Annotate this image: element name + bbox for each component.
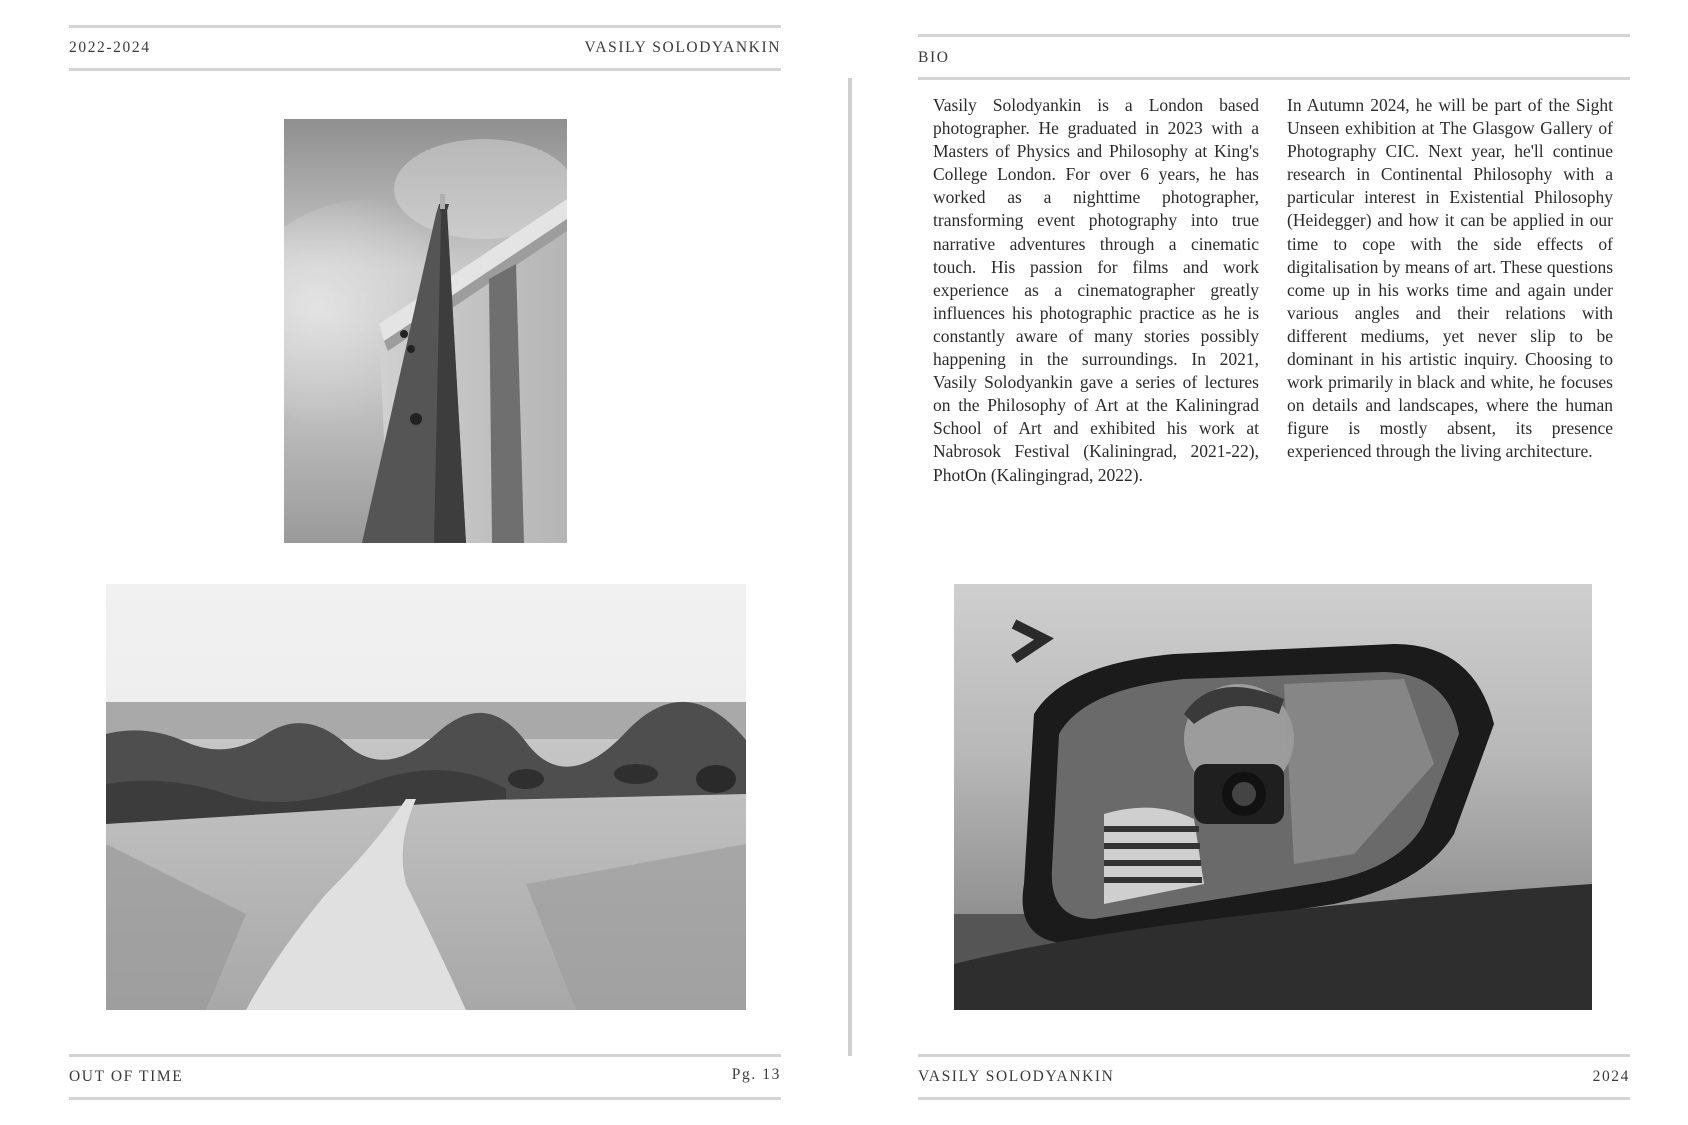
left-footer-title: OUT OF TIME (69, 1068, 184, 1085)
right-header-top-rule (918, 34, 1630, 37)
tower-photo (284, 119, 567, 543)
mirror-selfie-photo (954, 584, 1592, 1010)
left-header-bottom-rule (69, 68, 781, 71)
page-gutter-divider (848, 78, 852, 1056)
bio-column-2: In Autumn 2024, he will be part of the Sight Unseen exhibition at The Glasgow Gallery of Photography CIC. Next year, he'll continue research in Continental Philosophy with a particular interest in Existential Philosophy (Heidegger) and how it can be applied in our time to cope with the side effects of digitalisation by means of art. These questions come up in his works time and again under various angles and their relations with different mediums, yet never slip to be dominant in his artistic inquiry. Choosing to work primarily in black and white, he focuses on details and landscapes, where the human figure is mostly absent, its presence experienced through the living architecture. (1287, 95, 1613, 462)
right-header-bottom-rule (918, 77, 1630, 80)
right-footer-author: VASILY SOLODYANKIN (918, 1068, 1115, 1085)
left-footer-bottom-rule (69, 1097, 781, 1100)
landscape-photo (106, 584, 746, 1010)
bio-column-1: Vasily Solodyankin is a London based photographer. He graduated in 2023 with a Masters of Physics and Philosophy at King's College London. For over 6 years, he has worked as a nighttime photographer, transforming event photography into true narrative adventures through a cinematic touch. His passion for films and work experience as a cinematographer greatly influences his photographic practice as he is constantly aware of many stories possibly happening in the surroundings. In 2021, Vasily Solodyankin gave a series of lectures on the Philosophy of Art at the Kaliningrad School of Art and exhibited his work at Nabrosok Festival (Kaliningrad, 2021-22), PhotOn (Kalingingrad, 2022). (933, 95, 1259, 485)
left-footer-page-number: Pg. 13 (731, 1066, 781, 1083)
left-header-author: VASILY SOLODYANKIN (584, 39, 781, 56)
right-footer-bottom-rule (918, 1097, 1630, 1100)
right-footer-top-rule (918, 1054, 1630, 1057)
left-footer-top-rule (69, 1054, 781, 1057)
right-footer-year: 2024 (1592, 1068, 1630, 1085)
left-header-top-rule (69, 25, 781, 28)
right-header-section: BIO (918, 49, 950, 66)
left-header-years: 2022-2024 (69, 39, 151, 56)
